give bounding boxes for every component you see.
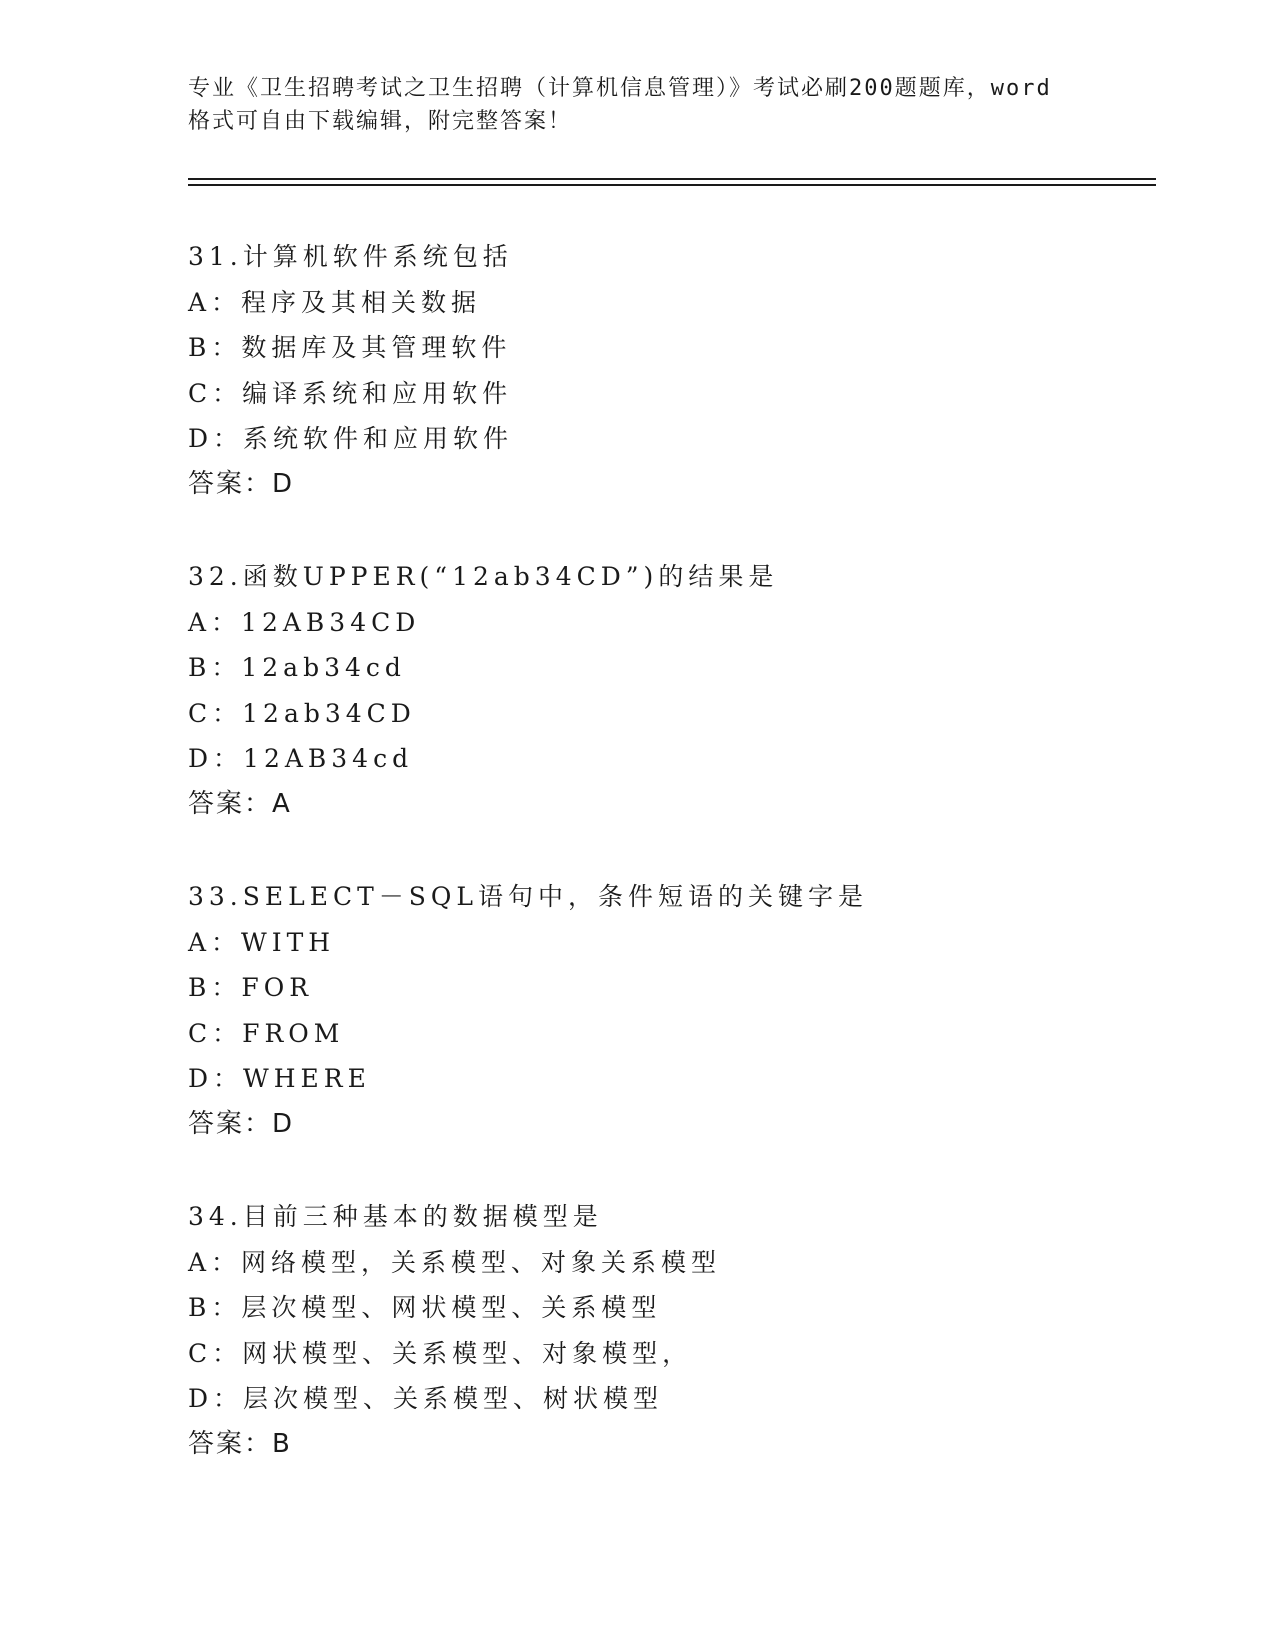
option-a: A：网络模型，关系模型、对象关系模型: [188, 1247, 722, 1277]
option-b: B：12ab34cd: [188, 653, 406, 683]
option-a: A：程序及其相关数据: [188, 287, 482, 317]
option-a: A：12AB34CD: [188, 607, 421, 637]
answer-label: 答案：B: [188, 1428, 292, 1459]
option-a: A：WITH: [188, 927, 336, 957]
question-32: [188, 554, 1148, 874]
question-31: [188, 234, 1148, 554]
question-34: [188, 1194, 1148, 1514]
question-list: [188, 234, 1148, 1514]
option-b: B：层次模型、网状模型、关系模型: [188, 1293, 662, 1323]
option-d: D：WHERE: [188, 1064, 371, 1094]
question-stem: 32.函数UPPER(“12ab34CD”)的结果是: [188, 562, 779, 591]
header-line-1: 专业《卫生招聘考试之卫生招聘（计算机信息管理）》考试必刷200题题库，word: [188, 76, 1052, 101]
option-c: C：12ab34CD: [188, 698, 416, 728]
question-stem: 33.SELECT－SQL语句中，条件短语的关键字是: [188, 882, 869, 911]
answer-label: 答案：D: [188, 1108, 295, 1139]
answer-label: 答案：D: [188, 468, 295, 499]
question-stem: 31.计算机软件系统包括: [188, 242, 513, 271]
header-divider-bottom: [188, 184, 1156, 186]
option-b: B：数据库及其管理软件: [188, 333, 512, 363]
option-c: C：编译系统和应用软件: [188, 378, 513, 408]
option-d: D：系统软件和应用软件: [188, 424, 514, 454]
option-b: B：FOR: [188, 973, 314, 1003]
document-header: [188, 72, 1088, 138]
option-d: D：层次模型、关系模型、树状模型: [188, 1384, 664, 1414]
option-c: C：网状模型、关系模型、对象模型，: [188, 1338, 693, 1368]
option-c: C：FROM: [188, 1018, 345, 1048]
answer-label: 答案：A: [188, 788, 292, 819]
header-line-2: 格式可自由下载编辑，附完整答案！: [188, 109, 573, 134]
question-33: [188, 874, 1148, 1194]
option-d: D：12AB34cd: [188, 744, 414, 774]
header-divider-top: [188, 178, 1156, 180]
question-stem: 34.目前三种基本的数据模型是: [188, 1202, 603, 1231]
